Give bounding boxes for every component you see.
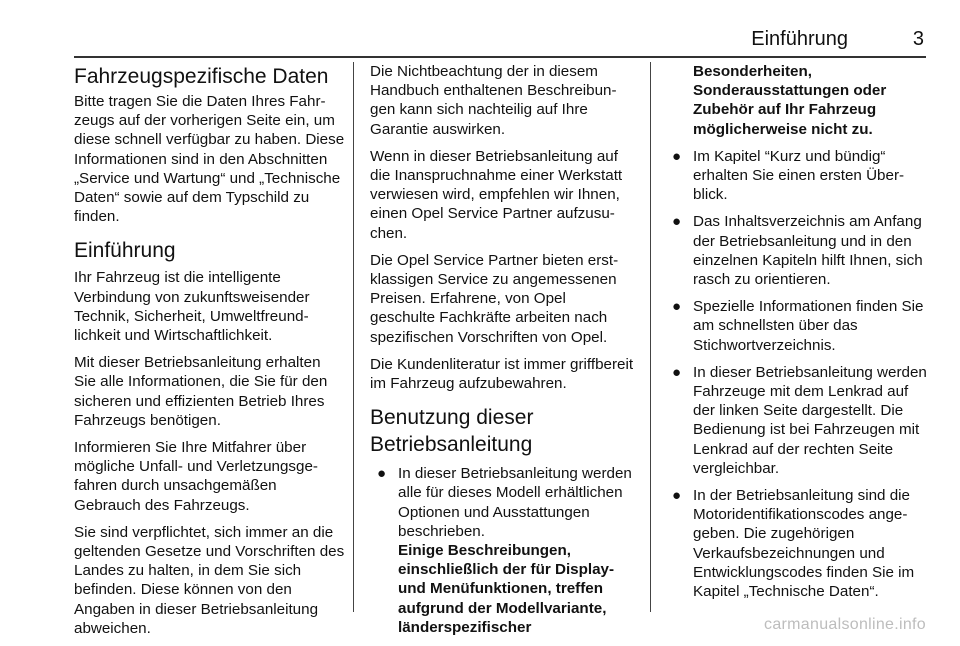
bullet-icon: ● — [672, 363, 682, 381]
bullet-icon: ● — [672, 213, 682, 231]
list-item-text: In der Betriebsanleitung sind die Motoridentifikationscodes angegeben. Die zugehörigen Verkaufsbezeichnungen und Entwicklungscodes finden Sie im Kapitel „Technische Daten“. — [693, 487, 915, 601]
list-item-text: Das Inhaltsverzeichnis am Anfang der Betriebsanleitung und in den einzelnen Kapiteln hilft Ihnen, sich rasch zu orientieren. — [693, 213, 923, 289]
bullet-icon: ● — [672, 298, 682, 316]
paragraph: Informieren Sie Ihre Mitfahrer über mögliche Unfall- und Verletzungsgefahren durch unsachgemäßen Gebrauch des Fahrzeugs. — [74, 439, 318, 514]
bullet-icon: ● — [672, 147, 682, 165]
section-heading-using-manual: Benutzung dieser Betriebsanleitung — [370, 406, 534, 456]
column-3 — [665, 62, 927, 609]
list-item — [665, 212, 927, 289]
list-item-text: Im Kapitel “Kurz und bündig“ erhalten Sie einen ersten Überblick. — [693, 147, 905, 204]
section-heading-introduction: Einführung — [74, 239, 176, 263]
running-header-title: Einführung — [751, 28, 848, 50]
list-item-text: In dieser Betriebsanleitung werden alle für dieses Modell erhältlichen Optionen und Ausstattungen beschrieben. — [398, 465, 632, 540]
paragraph: Sie sind verpflichtet, sich immer an die geltenden Gesetze und Vorschriften des Landes zu halten, in dem Sie sich befinden. Diese können von den Angaben in dieser Betriebsanleitung abweichen. — [74, 523, 345, 637]
page-header — [74, 0, 926, 58]
page-number: 3 — [912, 28, 924, 50]
bullet-list — [370, 464, 634, 637]
paragraph: Wenn in dieser Betriebsanleitung auf die Inanspruchnahme einer Werkstatt verwiesen wird, empfehlen wir Ihnen, einen Opel Service Partner aufzusuchen. — [370, 147, 623, 242]
paragraph: Ihr Fahrzeug ist die intelligente Verbindung von zukunftsweisender Technik, Sicherheit, Umweltfreundlichkeit und Wirtschaftlichkeit. — [74, 269, 310, 345]
list-item-bold-text: Einige Beschreibungen, einschließlich der für Display- und Menüfunktionen, treffen aufgrund der Modellvariante, länderspezifischer — [398, 542, 615, 636]
column-divider-left — [353, 62, 354, 612]
list-item — [370, 464, 634, 637]
paragraph: Die Kundenliteratur ist immer griffbereit im Fahrzeug aufzubewahren. — [370, 355, 634, 393]
paragraph: Die Nichtbeachtung der in diesem Handbuch enthaltenen Beschreibungen kann sich nachteilig auf Ihre Garantie auswirken. — [370, 63, 617, 138]
list-item-text: In dieser Betriebsanleitung werden Fahrzeuge mit dem Lenkrad auf der linken Seite dargestellt. Die Bedienung ist bei Fahrzeugen mit Lenkrad auf der rechten Seite vergleichbar. — [693, 363, 927, 477]
paragraph: Die Opel Service Partner bieten erstklassigen Service zu angemessenen Preisen. Erfahrene, von Opel geschulte Fachkräfte arbeiten nach spezifischen Vorschriften von Opel. — [370, 251, 619, 346]
paragraph: Mit dieser Betriebsanleitung erhalten Sie alle Informationen, die Sie für den sicheren und effizienten Betrieb Ihres Fahrzeugs benötigen. — [74, 354, 328, 429]
bullet-list — [665, 147, 927, 601]
list-item — [665, 147, 927, 205]
bullet-icon: ● — [377, 465, 387, 483]
paragraph: Bitte tragen Sie die Daten Ihres Fahrzeugs auf der vorherigen Seite ein, um diese schnell verfügbar zu haben. Diese Informationen sind in den Abschnitten „Service und Wartung“ und „Technische Daten“ sowie auf dem Typschild zu finden. — [74, 93, 345, 226]
list-item — [665, 363, 927, 478]
list-item-text: Spezielle Informationen finden Sie am schnellsten über das Stichwortverzeichnis. — [693, 298, 924, 354]
bold-continuation-text: Besonderheiten, Sonderausstattungen oder Zubehör auf Ihr Fahrzeug möglicherweise nicht zu. — [693, 63, 887, 138]
bullet-icon: ● — [672, 487, 682, 505]
column-2 — [370, 62, 634, 645]
header-divider — [74, 56, 926, 58]
section-heading-vehicle-data: Fahrzeugspezifische Daten — [74, 65, 329, 88]
column-1 — [74, 62, 346, 646]
column-divider-right — [650, 62, 651, 612]
list-item — [665, 486, 927, 601]
list-item — [665, 297, 927, 355]
watermark: carmanualsonline.info — [764, 616, 926, 633]
